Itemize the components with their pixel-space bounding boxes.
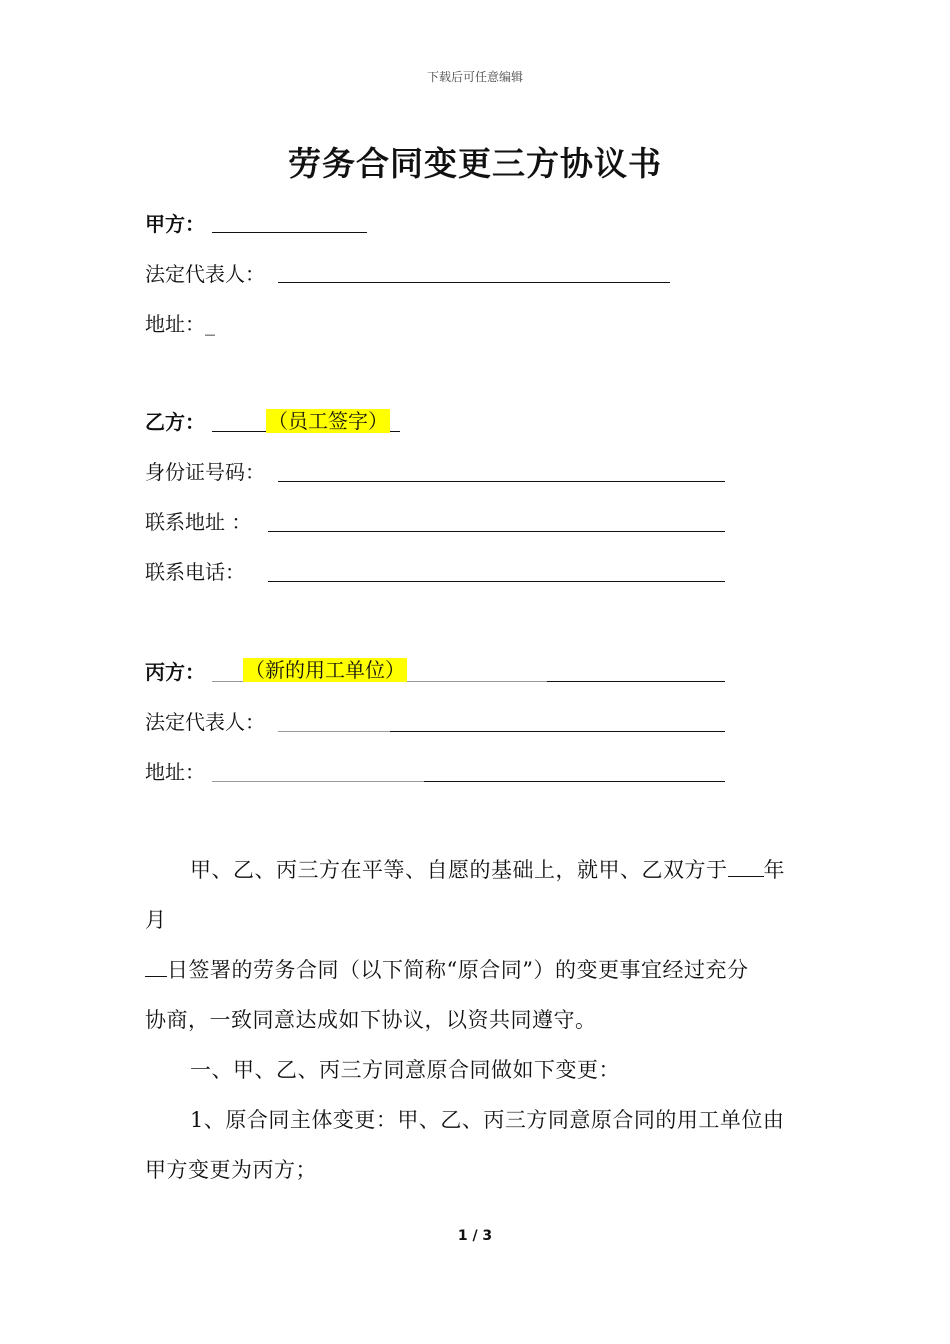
body-year-text: 年: [763, 858, 785, 882]
party-a-blank[interactable]: [212, 232, 367, 233]
party-b-label: 乙方：: [145, 410, 205, 434]
body-p1-line3: [145, 955, 748, 985]
party-a-label: 甲方：: [145, 212, 205, 236]
body-p1-line3-text: 日签署的劳务合同（以下简称“原合同”）的变更事宜经过充分: [167, 958, 749, 982]
party-c-blank[interactable]: [547, 681, 725, 682]
party-c-highlight-wrap: [243, 657, 407, 683]
page-title: 劳务合同变更三方协议书: [288, 144, 662, 183]
party-b-addr-blank[interactable]: [268, 531, 725, 532]
body-p1-line2: 月: [145, 908, 167, 932]
party-b-highlight: （员工签字）: [268, 409, 388, 433]
party-c-rep-label: 法定代表人：: [145, 710, 265, 734]
party-a-rep-label: 法定代表人：: [145, 262, 265, 286]
body-day-blank[interactable]: [145, 956, 167, 977]
party-c-rep-blank-light: [278, 731, 390, 732]
body-year-blank[interactable]: [728, 856, 764, 877]
body-p1-text: 甲、乙、丙三方在平等、自愿的基础上，就甲、乙双方于: [190, 858, 728, 882]
page-number: 1 / 3: [457, 1228, 493, 1244]
party-a-addr-label-text: 地址：: [145, 312, 205, 336]
body-p1-line4: 协商，一致同意达成如下协议，以资共同遵守。: [145, 1008, 597, 1032]
party-a-addr-label: [145, 310, 215, 338]
party-b-id-blank[interactable]: [278, 481, 725, 482]
body-p1-line1: [190, 855, 785, 885]
body-p2: 一、甲、乙、丙三方同意原合同做如下变更：: [190, 1058, 620, 1082]
party-b-phone-blank[interactable]: [268, 581, 725, 582]
party-b-addr-label: 联系地址 ：: [145, 510, 252, 534]
party-c-addr-blank[interactable]: [424, 781, 725, 782]
header-note: 下载后可任意编辑: [426, 70, 523, 84]
party-a-rep-blank[interactable]: [278, 282, 670, 283]
body-p3-line2: 甲方变更为丙方；: [145, 1158, 317, 1182]
party-c-addr-blank-light: [212, 781, 424, 782]
party-c-rep-blank[interactable]: [390, 731, 725, 732]
party-c-highlight: （新的用工单位）: [245, 658, 405, 682]
body-p3-line1: 1、原合同主体变更：甲、乙、丙三方同意原合同的用工单位由: [190, 1108, 785, 1132]
party-b-highlight-wrap: [266, 408, 390, 434]
party-b-id-label: 身份证号码：: [145, 460, 265, 484]
party-c-label: 丙方：: [145, 660, 205, 684]
party-c-addr-label: 地址：: [145, 760, 205, 784]
party-a-addr-value: _: [205, 312, 215, 336]
party-b-phone-label: 联系电话：: [145, 560, 245, 584]
